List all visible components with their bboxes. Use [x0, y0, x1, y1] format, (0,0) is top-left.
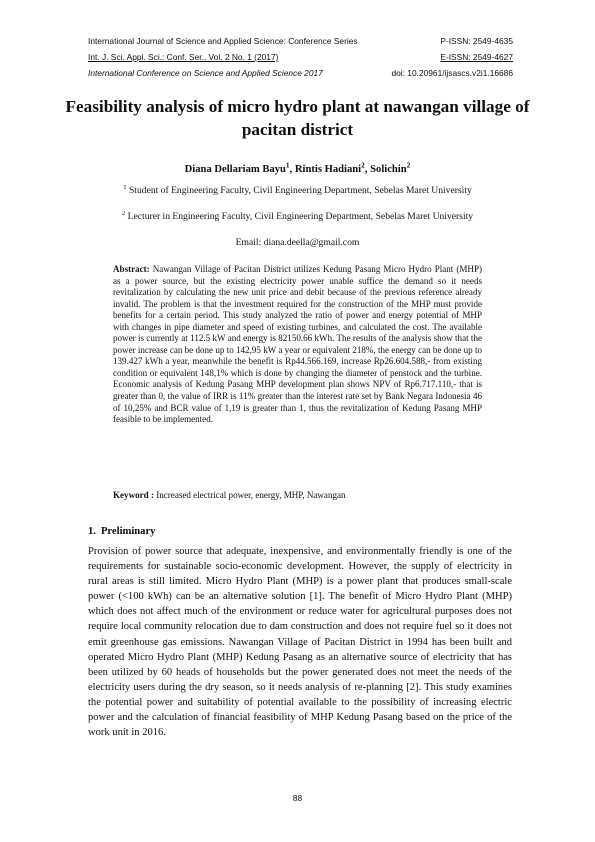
- conference-header-row: [88, 68, 513, 79]
- affiliation-text: Student of Engineering Faculty, Civil Engineering Department, Sebelas Maret University: [128, 185, 472, 196]
- abstract-label: Abstract:: [113, 264, 150, 274]
- journal-name: International Journal of Science and Applied Science: Conference Series: [88, 36, 358, 46]
- citation-header-row: [88, 52, 513, 63]
- keywords-text: Increased electrical power, energy, MHP, Nawangan: [156, 490, 346, 500]
- author-affiliation-mark: 2: [361, 160, 365, 170]
- section-title: Preliminary: [100, 526, 156, 537]
- abstract-text: Nawangan Village of Pacitan District utilizes Kedung Pasang Micro Hydro Plant (MHP) as a power source, but the existing electricity power unable suffice the demand so it needs revitalization by calculating the new unit price and debit because of the previous reference already invalid. The problem is that the investment required for the construction of the MHP must provide benefits for a certain period. This study analyzed the ratio of power and energy potential of MHP with changes in pipe diameter and speed of existing turbines, and calculated the cost. The available power is currently at 112.5 kW and energy is 82150.66 kWh. The results of the analysis show that the power increase can be done up to 142,95 kW a year or equivalent 218%, the energy can be done up to 139.427 kWh a year, meanwhile the benefit is Rp44.566.169, increase Rp26.604.588,- from existing condition or equivalent 148,1% which is done by changing the diameter of penstock and the turbine. Economic analysis of Kedung Pasang MHP development plan shows NPV of Rp6.717.110,- that is greater than 0, the value of IRR is 11% greater than the interest rate set by Bank Negara Indonesia 46 of 10,25% and BCR value of 1,19 is greater than 1, thus the revitalization of Kedung Pasang MHP feasible to be implemented.: [113, 264, 482, 425]
- author-separator: ,: [364, 164, 371, 175]
- section-number: 1.: [88, 526, 96, 537]
- abstract: [113, 264, 482, 426]
- body-paragraph: Provision of power source that adequate, inexpensive, and environmentally friendly is one of the requirements for sustainable socio-economic development. However, the supply of electricity in rural areas is still limited. Micro Hydro Plant (MHP) is a power plant that produces small-scale power (<100 kWh) can be an alternative solution [1]. The benefit of Micro Hydro Plant (MHP) which does not affect much of the environment or reduce water for agricultural purposes does not require local community relocation due to dam construction and does not require fuel so it does not emit greenhouse gas emissions. Nawangan Village of Pacitan District in 1994 has been built and operated Micro Hydro Plant (MHP) Kedung Pasang as an alternative source of electricity that has been utilized by 60 heads of households but the power generated does not meet the needs of the electricity users during the dry season, so it needs analysis of re-planning [2]. This study examines the potential power and suitability of potential available to the possibility of increasing electric power and the calculation of financial feasibility of MHP Kedung Pasang based on the price of the work unit in 2016.: [88, 546, 512, 739]
- print-issn: P-ISSN: 2549-4635: [440, 36, 513, 46]
- author-name: Diana Dellariam Bayu: [184, 164, 286, 175]
- section-heading: [88, 525, 155, 539]
- author-list: [60, 160, 535, 177]
- author-separator: ,: [289, 164, 295, 175]
- affiliation-text: Lecturer in Engineering Faculty, Civil Engineering Department, Sebelas Maret University: [127, 211, 474, 222]
- affiliation-mark: 2: [121, 209, 126, 217]
- journal-citation: Int. J. Sci. Appl. Sci.: Conf. Ser., Vol. 2 No. 1 (2017): [88, 52, 279, 62]
- author-affiliation-mark: 2: [406, 160, 411, 170]
- author-name: Solichin: [370, 164, 407, 175]
- affiliation-2: [60, 210, 535, 223]
- affiliation-1: [60, 184, 535, 197]
- author-name: Rintis Hadiani: [294, 164, 362, 175]
- electronic-issn: E-ISSN: 2549-4627: [440, 52, 513, 62]
- doi[interactable]: doi: 10.20961/ijsascs.v2i1.16686: [391, 68, 513, 78]
- journal-header-row: [88, 36, 513, 47]
- page-number: 88: [292, 793, 303, 803]
- conference-name: International Conference on Science and Applied Science 2017: [88, 68, 323, 78]
- paper-title: Feasibility analysis of micro hydro plant at nawangan village of pacitan district: [65, 97, 530, 139]
- keywords: [113, 489, 482, 501]
- affiliation-mark: 1: [123, 183, 127, 191]
- contact-email[interactable]: Email: diana.deella@gmail.com: [235, 237, 360, 248]
- author-affiliation-mark: 1: [285, 160, 290, 170]
- keywords-label: Keyword :: [113, 490, 154, 500]
